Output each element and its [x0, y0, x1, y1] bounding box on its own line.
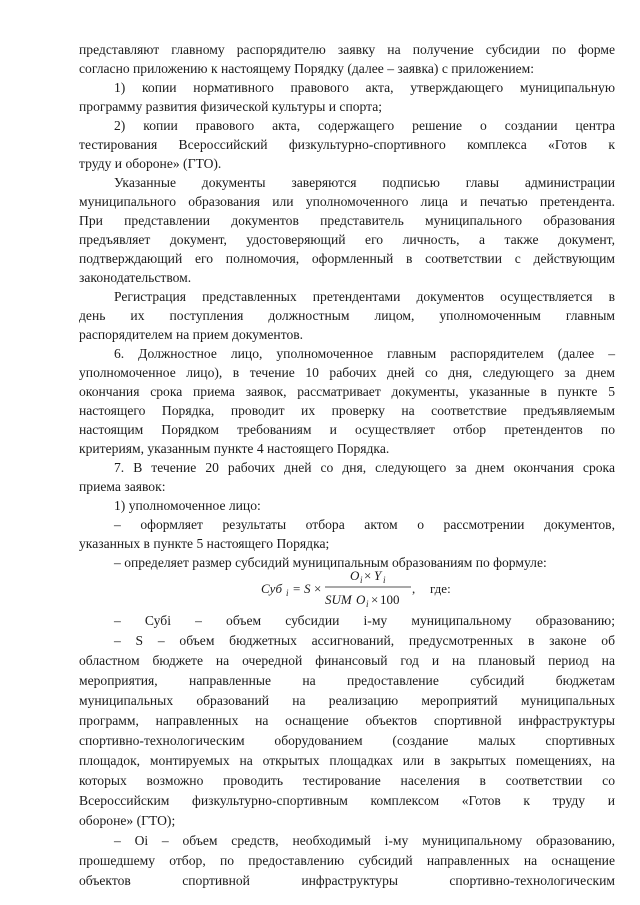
- text-line: 1) уполномоченное лицо:: [114, 498, 261, 513]
- text-line: объектов спортивной инфраструктуры спортивно-технологическим: [79, 873, 615, 888]
- text-line: обороне» (ГТО);: [79, 813, 176, 828]
- svg-text:i: i: [366, 599, 369, 609]
- text-line: Указанные документы заверяются подписью главы администрации: [114, 175, 615, 190]
- text-line: – S – объем бюджетных ассигнований, предусмотренных в законе об: [114, 633, 615, 648]
- text-line: представляют главному распорядителю заявку на получение субсидии по форме: [79, 42, 615, 57]
- svg-text:i: i: [286, 588, 289, 598]
- text-line: уполномоченное лицо), в течение 10 рабочих дней со дня, следующего за днем: [79, 365, 615, 380]
- svg-text:,: ,: [412, 581, 416, 596]
- text-line: программ, направленных на оснащение объектов спортивной инфраструктуры: [79, 713, 615, 728]
- text-line: указанных в пункте 5 настоящего Порядка;: [79, 536, 330, 551]
- text-line: настоящим Порядком требованиям и осуществляет отбор претендентов по: [79, 422, 615, 437]
- svg-text:O: O: [350, 568, 360, 583]
- text-line: окончания срока приема заявок, рассматривает документы, указанные в пункте 5: [79, 384, 615, 399]
- svg-text:S: S: [304, 581, 311, 596]
- text-line: муниципального образования или уполномоченного лица и печатью претендента.: [79, 194, 615, 209]
- text-line: тестирования Всероссийский физкультурно-спортивного комплекса «Готов к: [79, 137, 615, 152]
- svg-text:O: O: [356, 592, 366, 607]
- text-line: предъявляет документ, удостоверяющий его личность, а также документ,: [79, 232, 615, 247]
- text-line: день их поступления должностным лицом, уполномоченным главным: [79, 308, 615, 323]
- svg-text:×: ×: [371, 592, 379, 607]
- text-line: настоящего Порядка, проводит их проверку на соответствие предъявляемым: [79, 403, 615, 418]
- text-line: согласно приложению к настоящему Порядку (далее – заявка) с приложением:: [79, 61, 535, 76]
- svg-text:i: i: [383, 575, 386, 585]
- text-line: которых возможно проводить тестирование населения в соответствии со: [79, 773, 615, 788]
- text-line: критериям, указанным пункте 4 настоящего Порядка.: [79, 441, 390, 456]
- subsidy-formula: [259, 566, 489, 610]
- text-line: муниципальных образований на реализацию мероприятий муниципальных: [79, 693, 615, 708]
- text-line: 6. Должностное лицо, уполномоченное главным распорядителем (далее –: [114, 346, 615, 361]
- text-line: прошедшему отбор, по предоставлению субсидий направленных на оснащение: [79, 853, 615, 868]
- svg-text:100: 100: [380, 592, 400, 607]
- text-line: Регистрация представленных претендентами документов осуществляется в: [114, 289, 615, 304]
- text-line: труду и обороне» (ГТО).: [79, 156, 222, 171]
- svg-text:Y: Y: [374, 568, 382, 583]
- text-line: – определяет размер субсидий муниципальным образованиям по формуле:: [114, 555, 547, 570]
- text-line: подтверждающий его полномочия, оформленный в соответствии с действующим: [79, 251, 615, 266]
- text-line: – Oi – объем средств, необходимый i-му муниципальному образованию,: [114, 833, 615, 848]
- text-line: областном бюджете на очередной финансовый год и на плановый период на: [79, 653, 615, 668]
- text-line: – Субi – объем субсидии i-му муниципальному образованию;: [114, 613, 615, 628]
- svg-text:=: =: [293, 581, 301, 596]
- svg-text:×: ×: [364, 568, 372, 583]
- svg-text:Суб: Суб: [261, 581, 282, 596]
- text-line: распорядителем на прием документов.: [79, 327, 304, 342]
- text-line: программу развития физической культуры и спорта;: [79, 99, 383, 114]
- text-line: законодательством.: [79, 270, 192, 285]
- text-line: спортивно-технологическим оборудованием (создание малых спортивных: [79, 733, 615, 748]
- svg-text:где:: где:: [430, 581, 451, 596]
- text-line: площадок, монтируемых на открытых площадках или в закрытых помещениях, на: [79, 753, 615, 768]
- text-line: приема заявок:: [79, 479, 166, 494]
- svg-text:×: ×: [314, 581, 322, 596]
- text-line: 7. В течение 20 рабочих дней со дня, следующего за днем окончания срока: [114, 460, 615, 475]
- text-line: мероприятия, направленные на предоставление субсидий бюджетам: [79, 673, 615, 688]
- text-line: Всероссийским физкультурно-спортивным комплексом «Готов к труду и: [79, 793, 615, 808]
- svg-text:SUM: SUM: [325, 592, 352, 607]
- text-line: При представлении документов представитель муниципального образования: [79, 213, 615, 228]
- text-line: 2) копии правового акта, содержащего решение о создании центра: [114, 118, 615, 133]
- svg-text:i: i: [360, 575, 363, 585]
- text-line: – оформляет результаты отбора актом о рассмотрении документов,: [114, 517, 615, 532]
- text-line: 1) копии нормативного правового акта, утверждающего муниципальную: [114, 80, 615, 95]
